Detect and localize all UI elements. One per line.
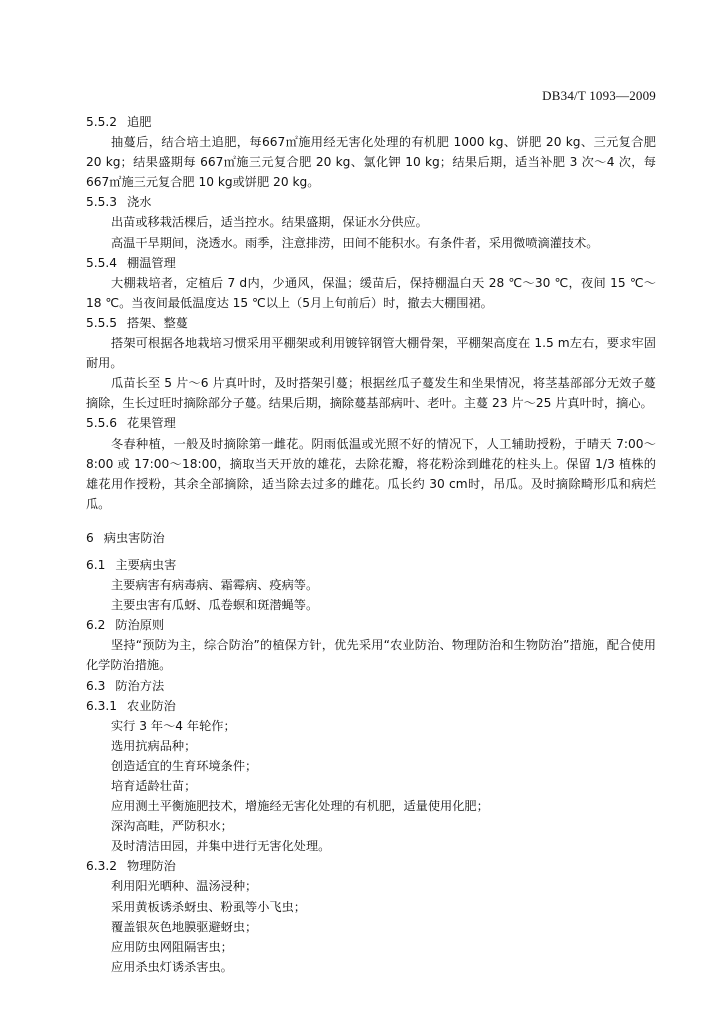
section-heading — [86, 313, 656, 333]
list-item: 应用测土平衡施肥技术，增施经无害化处理的有机肥，适量使用化肥； — [111, 799, 489, 814]
section-title: 花果管理 — [127, 416, 176, 431]
document-id-header: DB34/T 1093—2009 — [542, 88, 656, 103]
section-title: 物理防治 — [127, 859, 176, 874]
section-number: 5.5.5 — [86, 315, 118, 330]
section-title: 浇水 — [127, 195, 152, 210]
list-item: 采用黄板诱杀蚜虫、粉虱等小飞虫； — [111, 899, 306, 914]
section-number: 5.5.6 — [86, 416, 118, 431]
list-item: 应用杀虫灯诱杀害虫。 — [111, 959, 233, 974]
section-title: 主要病虫害 — [115, 557, 177, 572]
paragraph: 出苗或移栽活棵后，适当控水。结果盛期，保证水分供应。 — [111, 215, 428, 230]
list-item: 应用防虫网阻隔害虫； — [111, 939, 233, 954]
section-number: 6.3.2 — [86, 859, 118, 874]
section-heading — [86, 856, 656, 876]
section-title: 农业防治 — [127, 698, 176, 713]
paragraph: 瓜苗长至 5 片～6 片真叶时，及时搭架引蔓；根据丝瓜子蔓发生和坐果情况，将茎基部部分无效子蔓摘除，生长过旺时摘除部分子蔓。结果后期，摘除蔓基部病叶、老叶。主蔓 23 片～25 片真叶时，摘心。 — [86, 376, 656, 411]
document-body — [86, 112, 656, 977]
section-number: 5.5.3 — [86, 195, 118, 210]
list-item: 及时清洁田园，并集中进行无害化处理。 — [111, 839, 331, 854]
list-item: 深沟高畦，严防积水； — [111, 819, 233, 834]
section-number: 5.5.4 — [86, 255, 118, 270]
section-heading — [86, 676, 656, 696]
section-number: 6 — [86, 530, 94, 545]
section-heading — [86, 253, 656, 273]
section-heading — [86, 413, 656, 433]
section-heading — [86, 555, 656, 575]
chapter-heading — [86, 528, 656, 548]
paragraph: 搭架可根据各地栽培习惯采用平棚架或利用镀锌钢管大棚骨架，平棚架高度在 1.5 m左右，要求牢固耐用。 — [86, 336, 656, 371]
list-item: 利用阳光晒种、温汤浸种； — [111, 879, 258, 894]
list-item: 实行 3 年～4 年轮作； — [111, 718, 236, 733]
list-item: 覆盖银灰色地膜驱避蚜虫； — [111, 919, 258, 934]
paragraph: 高温干旱期间，浇透水。雨季，注意排涝，田间不能积水。有条件者，采用微喷滴灌技术。 — [111, 235, 599, 250]
list-item: 主要虫害有瓜蚜、瓜卷螟和斑潜蝇等。 — [111, 598, 319, 613]
paragraph: 坚持“预防为主，综合防治”的植保方针，优先采用“农业防治、物理防治和生物防治”措施，配合使用化学防治措施。 — [86, 638, 656, 673]
section-title: 追肥 — [127, 115, 152, 129]
section-title: 棚温管理 — [127, 255, 176, 270]
section-title: 防治方法 — [115, 678, 165, 693]
section-heading — [86, 192, 656, 212]
section-number: 6.3 — [86, 678, 106, 693]
paragraph: 抽蔓后，结合培土追肥，每667㎡施用经无害化处理的有机肥 1000 kg、饼肥 20 kg、三元复合肥 20 kg；结果盛期每 667㎡施三元复合肥 20 kg、氯化钾 10 kg；结果后期，适当补肥 3 次～4 次，每667㎡施三元复合肥 10 kg或饼肥 20 kg。 — [86, 135, 656, 190]
section-number: 6.1 — [86, 557, 106, 572]
section-title: 防治原则 — [115, 618, 165, 633]
section-title: 病虫害防治 — [103, 530, 165, 545]
paragraph: 大棚栽培者，定植后 7 d内，少通风，保温；缓苗后，保持棚温白天 28 ℃～30 ℃，夜间 15 ℃～18 ℃。当夜间最低温度达 15 ℃以上（5月上旬前后）时，撤去大棚围裙。 — [86, 275, 656, 310]
section-heading — [86, 615, 656, 635]
list-item: 选用抗病品种； — [111, 738, 197, 753]
paragraph: 冬春种植，一般及时摘除第一雌花。阴雨低温或光照不好的情况下，人工辅助授粉，于晴天 7:00～8:00 或 17:00～18:00，摘取当天开放的雄花，去除花瓣，将花粉涂到雌花的柱头上。保留 1/3 植株的雄花用作授粉，其余全部摘除，适当除去过多的雌花。瓜长约 30 cm时，吊瓜。及时摘除畸形瓜和病烂瓜。 — [86, 436, 656, 511]
section-heading — [86, 696, 656, 716]
section-heading — [86, 112, 656, 132]
section-number: 5.5.2 — [86, 115, 118, 129]
section-number: 6.2 — [86, 618, 106, 633]
section-number: 6.3.1 — [86, 698, 118, 713]
list-item: 主要病害有病毒病、霜霉病、疫病等。 — [111, 578, 319, 593]
section-title: 搭架、整蔓 — [127, 315, 188, 330]
list-item: 培育适龄壮苗； — [111, 779, 197, 793]
list-item: 创造适宜的生育环境条件； — [111, 758, 258, 773]
